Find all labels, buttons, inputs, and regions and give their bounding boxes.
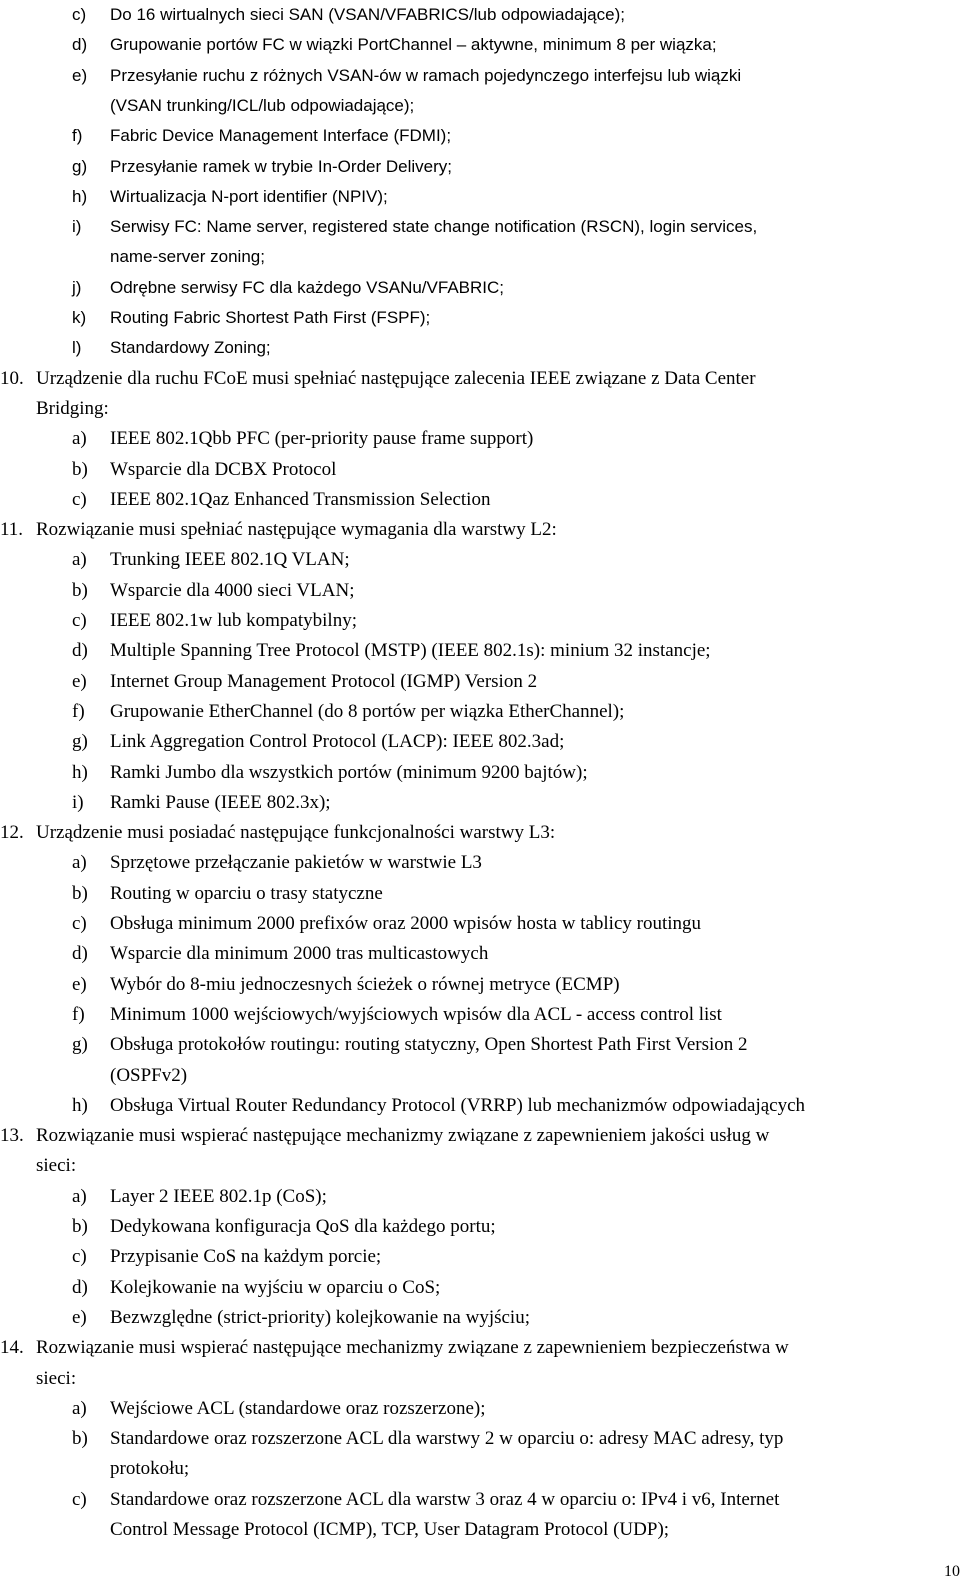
item-letter: c) [72, 913, 87, 934]
item-text: Urządzenie dla ruchu FCoE musi spełniać następujące zalecenia IEEE związane z Data Center [36, 367, 756, 389]
item-text: Urządzenie musi posiadać następujące funkcjonalności warstwy L3: [36, 822, 556, 844]
item-letter: g) [72, 731, 88, 753]
sub-item-line [0, 970, 960, 1000]
sub-item-line [0, 1091, 960, 1121]
item-text: Grupowanie portów FC w wiązki PortChannel – aktywne, minimum 8 per wiązka; [110, 35, 717, 55]
item-letter: i) [72, 791, 84, 813]
item-text: Rozwiązanie musi spełniać następujące wymagania dla warstwy L2: [36, 519, 557, 541]
item-letter: a) [72, 1185, 87, 1207]
numbered-item-line [0, 1151, 960, 1181]
item-text: Rozwiązanie musi wspierać następujące mechanizmy związane z zapewnieniem bezpieczeństwa w [36, 1337, 789, 1359]
sub-item-line [0, 61, 960, 91]
item-letter: e) [72, 973, 87, 995]
item-text: Link Aggregation Control Protocol (LACP): IEEE 802.3ad; [110, 731, 565, 753]
item-number: 14. [0, 1337, 24, 1359]
item-text: IEEE 802.1w lub kompatybilny; [110, 610, 357, 631]
page-number: 10 [944, 1563, 960, 1580]
item-letter: c) [72, 488, 87, 510]
item-letter: e) [72, 670, 87, 692]
item-text: Wybór do 8-miu jednoczesnych ścieżek o równej metryce (ECMP) [110, 973, 620, 995]
numbered-item-line [0, 1364, 960, 1394]
sub-item-line [0, 667, 960, 697]
item-letter: k) [72, 308, 87, 327]
sub-item-line [0, 1182, 960, 1212]
item-text: Routing w oparciu o trasy statyczne [110, 882, 383, 904]
item-number: 10. [0, 367, 24, 389]
sub-item-line [0, 1394, 960, 1424]
item-letter: g) [72, 156, 88, 176]
item-letter: g) [72, 1034, 88, 1056]
item-text: Sprzętowe przełączanie pakietów w warstwie L3 [110, 852, 482, 874]
sub-item-line [0, 1030, 960, 1060]
sub-item-line [0, 1242, 960, 1272]
item-letter: a) [72, 852, 87, 874]
sub-item-line [0, 455, 960, 485]
sub-item-line [0, 212, 960, 242]
item-letter: j) [72, 277, 82, 297]
sub-item-line [0, 545, 960, 575]
item-letter: h) [72, 186, 88, 206]
numbered-item-line [0, 1333, 960, 1363]
item-text: Standardowe oraz rozszerzone ACL dla warstwy 2 w oparciu o: adresy MAC adresy, typ [110, 1428, 784, 1450]
item-text: Wirtualizacja N-port identifier (NPIV); [110, 186, 388, 206]
item-text: Routing Fabric Shortest Path First (FSPF); [110, 308, 431, 327]
item-number: 13. [0, 1125, 24, 1147]
item-letter: f) [72, 700, 85, 722]
item-text: protokołu; [110, 1458, 190, 1480]
item-text: Wsparcie dla 4000 sieci VLAN; [110, 579, 355, 601]
item-letter: d) [72, 35, 88, 55]
item-text: Ramki Pause (IEEE 802.3x); [110, 791, 331, 813]
item-text: Obsługa protokołów routingu: routing statyczny, Open Shortest Path First Version 2 [110, 1034, 748, 1056]
item-letter: b) [72, 1216, 88, 1237]
item-letter: d) [72, 943, 88, 965]
sub-item-line [0, 1061, 960, 1091]
item-letter: b) [72, 882, 88, 904]
item-letter: b) [72, 579, 88, 601]
sub-item-line [0, 182, 960, 212]
item-letter: f) [72, 1003, 85, 1025]
item-text: Multiple Spanning Tree Protocol (MSTP) (IEEE 802.1s): minium 32 instancje; [110, 640, 711, 662]
sub-item-line [0, 1424, 960, 1454]
item-letter: e) [72, 1306, 87, 1328]
item-text: Ramki Jumbo dla wszystkich portów (minimum 9200 bajtów); [110, 761, 588, 783]
sub-item-line [0, 909, 960, 939]
item-text: Przesyłanie ruchu z różnych VSAN-ów w ramach pojedynczego interfejsu lub wiązki [110, 65, 742, 85]
item-letter: c) [72, 1488, 87, 1510]
item-text: Trunking IEEE 802.1Q VLAN; [110, 549, 350, 571]
sub-item-line [0, 879, 960, 909]
sub-item-line [0, 1212, 960, 1242]
item-text: Bridging: [36, 397, 109, 419]
item-number: 12. [0, 822, 24, 844]
sub-item-line [0, 1000, 960, 1030]
item-text: Wsparcie dla minimum 2000 tras multicastowych [110, 943, 489, 965]
sub-item-line [0, 1515, 960, 1545]
item-text: Wsparcie dla DCBX Protocol [110, 458, 337, 480]
sub-item-line [0, 939, 960, 969]
item-letter: c) [72, 5, 87, 24]
item-text: Obsługa minimum 2000 prefixów oraz 2000 wpisów hosta w tablicy routingu [110, 913, 702, 934]
sub-item-line [0, 1485, 960, 1515]
sub-item-line [0, 848, 960, 878]
item-letter: c) [72, 1246, 87, 1268]
item-letter: h) [72, 761, 88, 783]
item-text: Odrębne serwisy FC dla każdego VSANu/VFABRIC; [110, 277, 504, 297]
item-letter: a) [72, 428, 87, 450]
item-letter: d) [72, 640, 88, 662]
item-text: Rozwiązanie musi wspierać następujące mechanizmy związane z zapewnieniem jakości usług w [36, 1125, 770, 1147]
item-text: (VSAN trunking/ICL/lub odpowiadające); [110, 95, 415, 115]
item-letter: l) [72, 338, 82, 358]
item-letter: b) [72, 458, 88, 480]
sub-item-line [0, 485, 960, 515]
item-text: Przesyłanie ramek w trybie In-Order Delivery; [110, 156, 452, 176]
sub-item-line [0, 0, 960, 30]
sub-item-line [0, 1303, 960, 1333]
item-text: Standardowy Zoning; [110, 338, 271, 358]
numbered-item-line [0, 818, 960, 848]
sub-item-line [0, 1454, 960, 1484]
item-letter: d) [72, 1276, 88, 1298]
item-text: Grupowanie EtherChannel (do 8 portów per wiązka EtherChannel); [110, 700, 625, 722]
item-text: Fabric Device Management Interface (FDMI); [110, 126, 452, 146]
sub-item-line [0, 152, 960, 182]
item-text: Standardowe oraz rozszerzone ACL dla warstw 3 oraz 4 w oparciu o: IPv4 i v6, Internet [110, 1488, 780, 1510]
sub-item-line [0, 273, 960, 303]
item-text: Control Message Protocol (ICMP), TCP, User Datagram Protocol (UDP); [110, 1519, 670, 1540]
item-text: Wejściowe ACL (standardowe oraz rozszerzone); [110, 1397, 486, 1419]
item-text: Obsługa Virtual Router Redundancy Protocol (VRRP) lub mechanizmów odpowiadających [110, 1094, 806, 1116]
sub-item-line [0, 697, 960, 727]
item-text: IEEE 802.1Qbb PFC (per-priority pause frame support) [110, 428, 534, 450]
sub-item-line [0, 788, 960, 818]
sub-item-line [0, 303, 960, 333]
item-text: Dedykowana konfiguracja QoS dla każdego portu; [110, 1216, 496, 1237]
item-text: Serwisy FC: Name server, registered state change notification (RSCN), login services, [110, 217, 758, 237]
numbered-item-line [0, 515, 960, 545]
sub-item-line [0, 121, 960, 151]
item-text: IEEE 802.1Qaz Enhanced Transmission Selection [110, 488, 491, 510]
sub-item-line [0, 91, 960, 121]
item-text: Przypisanie CoS na każdym porcie; [110, 1246, 382, 1268]
sub-item-line [0, 424, 960, 454]
item-letter: a) [72, 1397, 87, 1419]
sub-item-line [0, 1273, 960, 1303]
sub-item-line [0, 576, 960, 606]
sub-item-line [0, 30, 960, 60]
sub-item-line [0, 606, 960, 636]
sub-item-line [0, 333, 960, 363]
item-text: Kolejkowanie na wyjściu w oparciu o CoS; [110, 1276, 441, 1298]
numbered-item-line [0, 1121, 960, 1151]
item-letter: c) [72, 610, 87, 631]
item-letter: h) [72, 1094, 88, 1116]
item-text: sieci: [36, 1155, 77, 1177]
item-letter: f) [72, 126, 83, 146]
item-number: 11. [0, 519, 24, 541]
sub-item-line [0, 242, 960, 272]
item-text: Layer 2 IEEE 802.1p (CoS); [110, 1185, 327, 1207]
item-text: Do 16 wirtualnych sieci SAN (VSAN/VFABRICS/lub odpowiadające); [110, 5, 625, 24]
item-text: (OSPFv2) [110, 1064, 188, 1086]
sub-item-line [0, 727, 960, 757]
numbered-item-line [0, 364, 960, 394]
sub-item-line [0, 758, 960, 788]
item-text: Bezwzględne (strict-priority) kolejkowanie na wyjściu; [110, 1306, 530, 1328]
item-text: Minimum 1000 wejściowych/wyjściowych wpisów dla ACL - access control list [110, 1003, 722, 1025]
item-letter: b) [72, 1428, 88, 1450]
sub-item-line [0, 636, 960, 666]
item-text: Internet Group Management Protocol (IGMP) Version 2 [110, 670, 538, 692]
numbered-item-line [0, 394, 960, 424]
item-letter: e) [72, 65, 88, 85]
item-text: name-server zoning; [110, 247, 265, 267]
item-letter: a) [72, 549, 87, 571]
item-text: sieci: [36, 1367, 77, 1389]
item-letter: i) [72, 217, 82, 237]
